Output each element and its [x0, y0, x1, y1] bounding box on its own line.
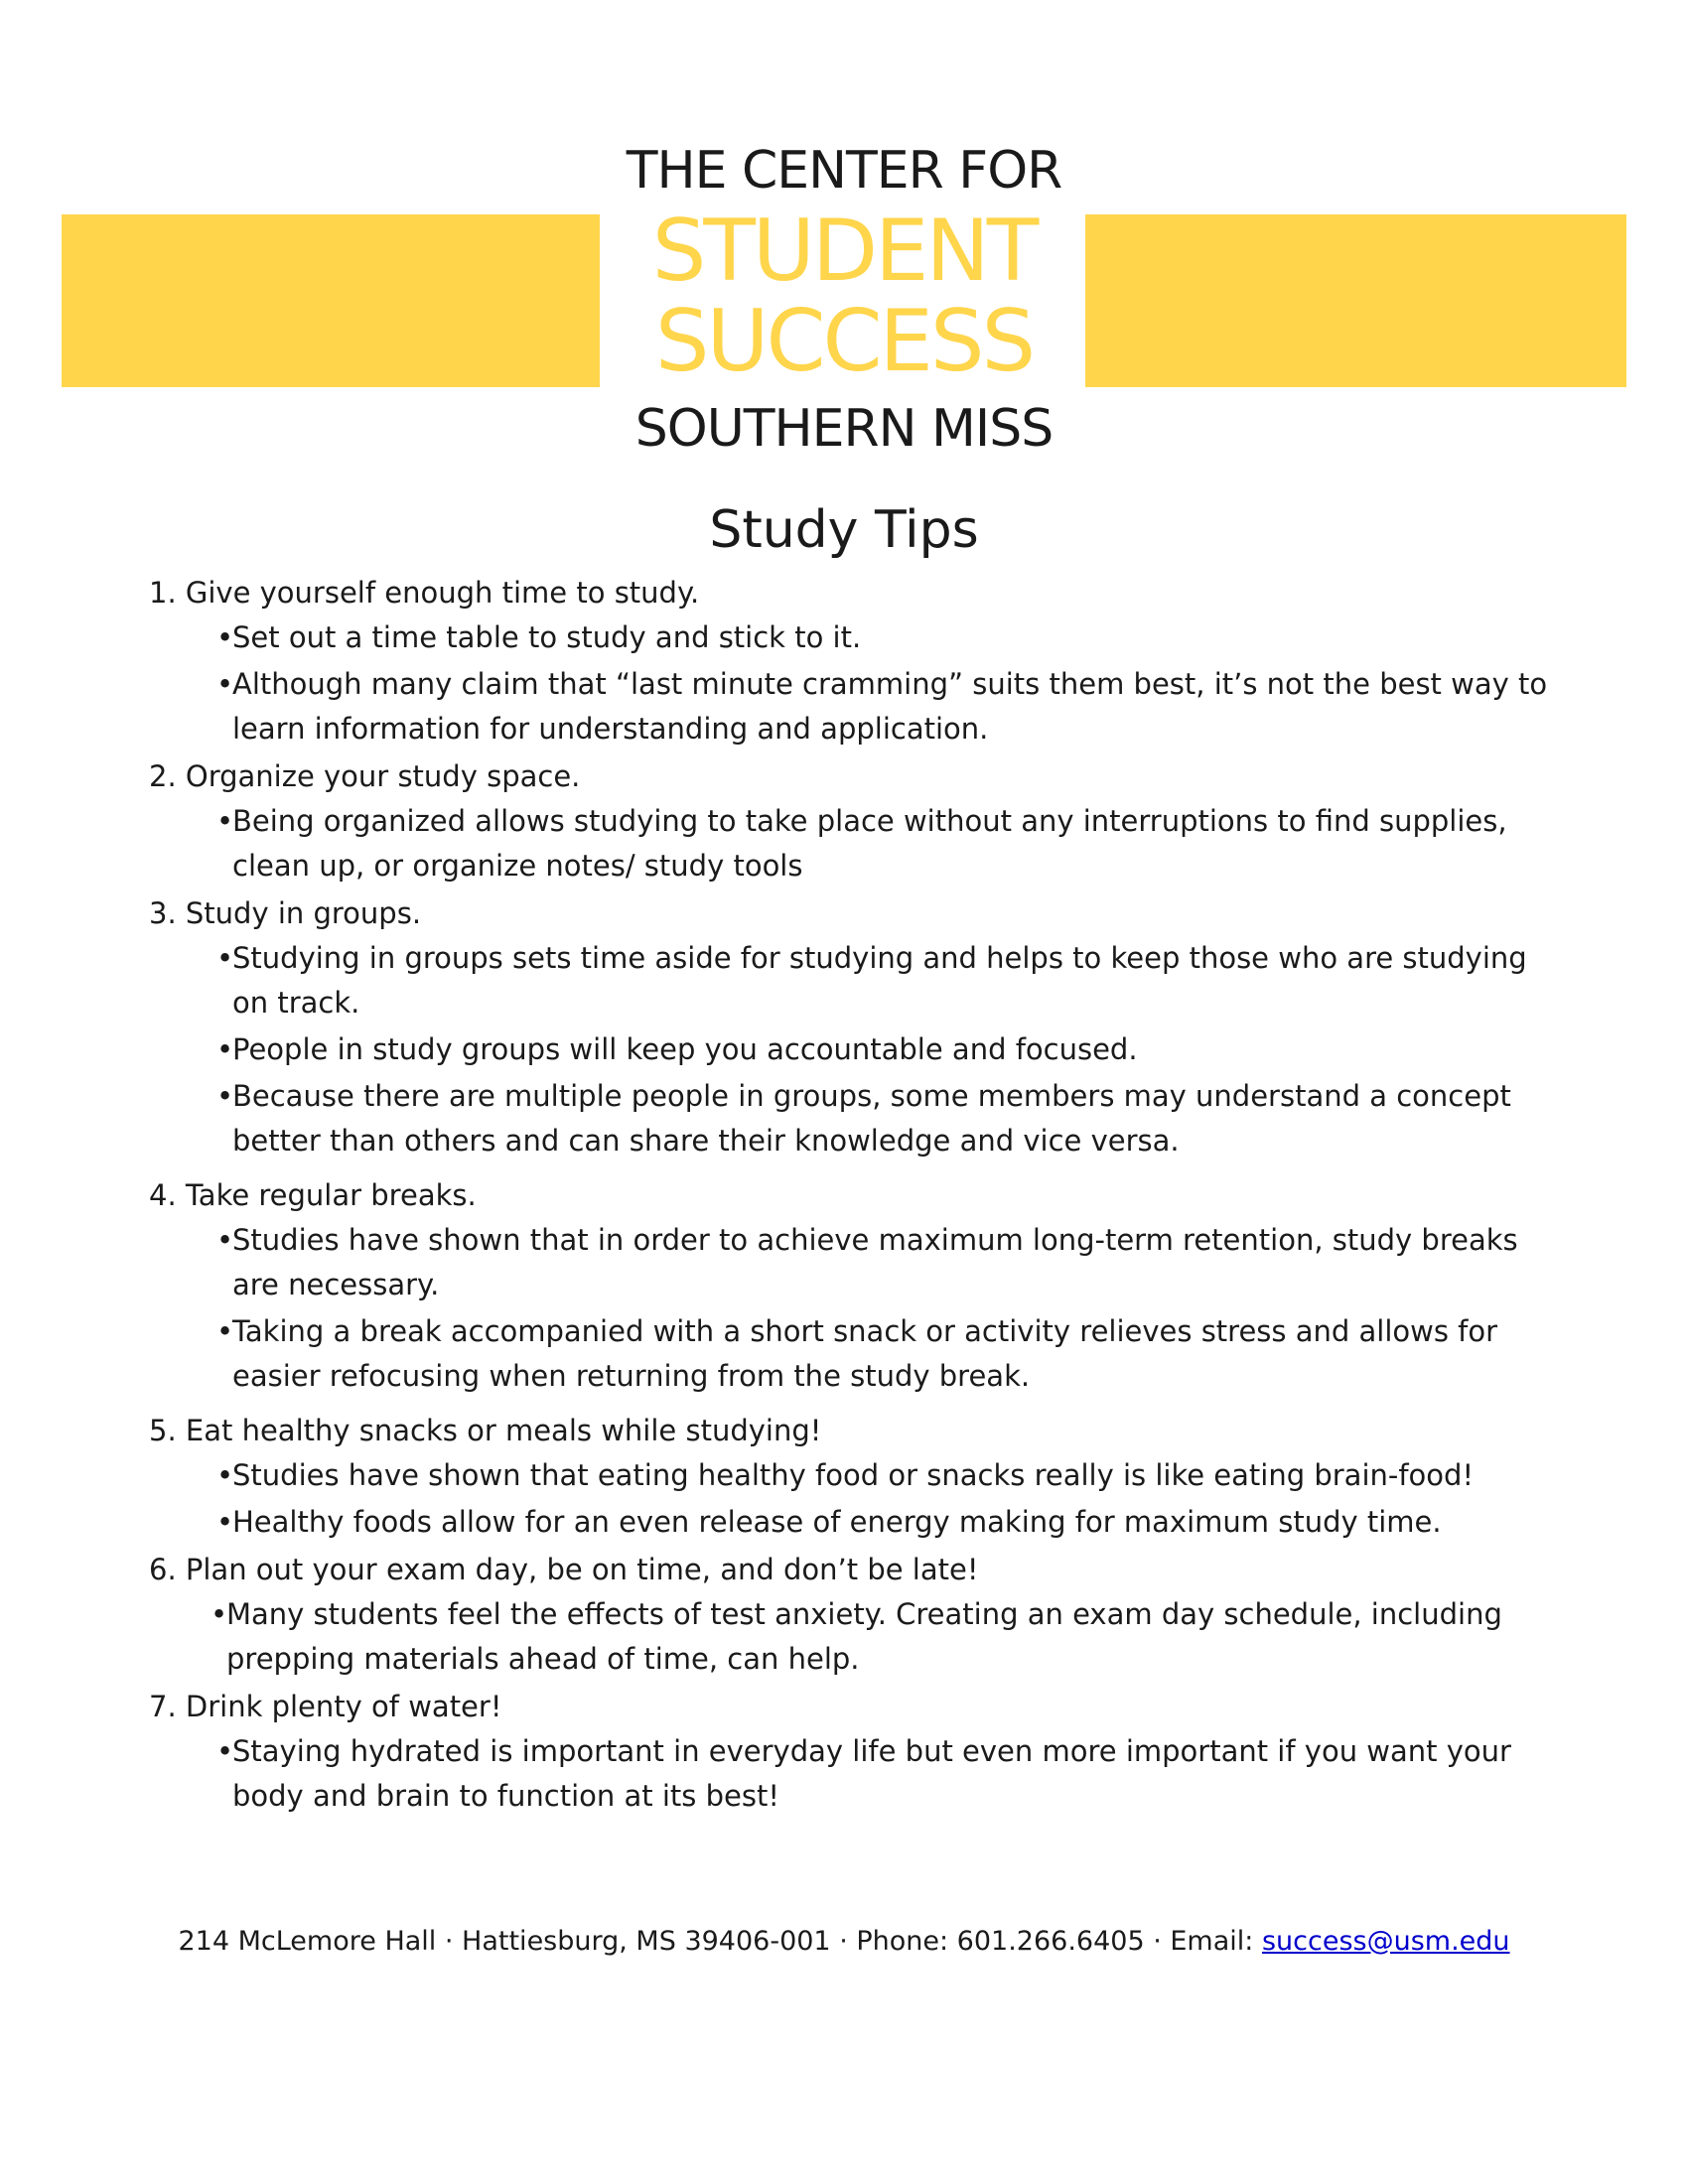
footer-contact	[0, 1924, 1688, 1960]
tip-point	[216, 1218, 1563, 1307]
tip-point-text: Studies have shown that in order to achieve maximum long-term retention, study breaks are necessary.	[232, 1223, 1518, 1301]
tip-points	[216, 936, 1539, 1163]
tip-6	[149, 1548, 1539, 1682]
bullet-icon: •	[216, 941, 234, 975]
tip-3	[149, 891, 1539, 1163]
email-link[interactable]: success@usm.edu	[1261, 1926, 1510, 1957]
tip-points	[211, 1592, 1539, 1682]
tip-point	[216, 615, 1563, 660]
page-title: Study Tips	[709, 500, 979, 560]
tip-4	[149, 1173, 1539, 1399]
tip-heading: 4. Take regular breaks.	[149, 1178, 477, 1212]
footer-address: 214 McLemore Hall · Hattiesburg, MS 39406-001 · Phone: 601.266.6405 · Email:	[178, 1926, 1262, 1957]
tip-point-text: Being organized allows studying to take place without any interruptions to find supplies, clean up, or organize notes/ study tools	[232, 804, 1507, 883]
bullet-icon: •	[216, 804, 234, 838]
tip-2	[149, 754, 1539, 888]
bullet-icon: •	[216, 667, 234, 701]
logo-line-center-for: THE CENTER FOR	[626, 141, 1062, 201]
tip-heading: 6. Plan out your exam day, be on time, and don’t be late!	[149, 1553, 979, 1586]
logo-line-southern-miss: SOUTHERN MISS	[634, 399, 1054, 459]
logo-banner-right	[1085, 214, 1626, 387]
logo-line-student: STUDENT	[651, 202, 1037, 301]
tip-point-text: People in study groups will keep you accountable and focused.	[232, 1032, 1138, 1066]
tip-point-text: Staying hydrated is important in everyday life but even more important if you want your body and brain to function at its best!	[232, 1734, 1511, 1813]
tip-heading: 1. Give yourself enough time to study.	[149, 576, 700, 610]
tip-points	[216, 799, 1539, 888]
tips-list	[149, 571, 1548, 1822]
bullet-icon: •	[216, 1734, 234, 1768]
tip-point	[216, 799, 1563, 888]
tip-points	[216, 1729, 1539, 1819]
tip-point	[216, 1309, 1563, 1399]
tip-point-text: Set out a time table to study and stick to it.	[232, 620, 862, 654]
tip-point	[216, 936, 1563, 1025]
tip-point-text: Studies have shown that eating healthy food or snacks really is like eating brain-food!	[232, 1458, 1475, 1492]
logo-line-success: SUCCESS	[654, 292, 1034, 391]
tip-point	[216, 662, 1563, 751]
tip-1	[149, 571, 1548, 751]
tip-point-text: Healthy foods allow for an even release of energy making for maximum study time.	[232, 1505, 1442, 1539]
tip-point-text: Taking a break accompanied with a short snack or activity relieves stress and allows for easier refocusing when returning from the study break.	[232, 1314, 1498, 1393]
bullet-icon: •	[211, 1597, 228, 1631]
tip-5	[149, 1409, 1539, 1545]
tip-point	[216, 1074, 1563, 1163]
tip-point	[216, 1729, 1563, 1819]
tip-point-text: Studying in groups sets time aside for studying and helps to keep those who are studying on track.	[232, 941, 1527, 1020]
tip-7	[149, 1685, 1539, 1819]
bullet-icon: •	[216, 1505, 234, 1539]
tip-point	[216, 1453, 1563, 1498]
tip-point	[216, 1027, 1563, 1072]
tip-point-text: Many students feel the effects of test anxiety. Creating an exam day schedule, including prepping materials ahead of time, can help.	[226, 1597, 1502, 1676]
tip-heading: 3. Study in groups.	[149, 896, 422, 930]
tip-points	[216, 615, 1548, 751]
tip-heading: 5. Eat healthy snacks or meals while studying!	[149, 1414, 822, 1447]
tip-point-text: Although many claim that “last minute cramming” suits them best, it’s not the best way to learn information for understanding and application.	[232, 667, 1548, 746]
tip-points	[216, 1218, 1539, 1399]
tip-heading: 7. Drink plenty of water!	[149, 1690, 502, 1723]
tip-heading: 2. Organize your study space.	[149, 759, 581, 793]
bullet-icon: •	[216, 1458, 234, 1492]
bullet-icon: •	[216, 1032, 234, 1066]
tip-point	[211, 1592, 1557, 1682]
bullet-icon: •	[216, 620, 234, 654]
tip-points	[216, 1453, 1539, 1545]
bullet-icon: •	[216, 1079, 234, 1113]
logo-banner-left	[62, 214, 600, 387]
bullet-icon: •	[216, 1223, 234, 1257]
tip-point	[216, 1500, 1563, 1545]
bullet-icon: •	[216, 1314, 234, 1348]
tip-point-text: Because there are multiple people in groups, some members may understand a concept better than others and can share their knowledge and vice versa.	[232, 1079, 1511, 1158]
